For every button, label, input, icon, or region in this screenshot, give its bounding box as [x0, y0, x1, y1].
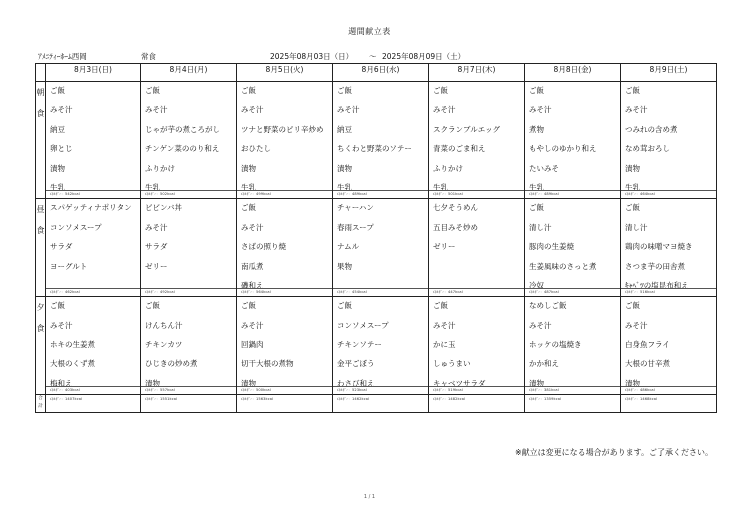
menu-item: ご飯 — [241, 301, 256, 311]
energy-value: ｴﾈﾙｷﾞｰ：403kcal — [50, 388, 80, 393]
meal-label-char: 昼 — [36, 205, 45, 215]
menu-item: 梅和え — [50, 378, 73, 388]
meal-label-char: 食 — [36, 109, 45, 118]
menu-item: 金平ごぼう — [337, 359, 375, 369]
menu-item: 漬物 — [241, 163, 256, 173]
menu-item: 大根の甘辛煮 — [625, 359, 670, 369]
energy-value: ｴﾈﾙｷﾞｰ：487kcal — [529, 290, 559, 295]
menu-cell — [621, 82, 717, 199]
menu-item-list — [46, 199, 140, 296]
menu-cell — [525, 199, 621, 297]
energy-value: ｴﾈﾙｷﾞｰ：502kcal — [145, 192, 175, 197]
menu-item: 牛乳 — [433, 182, 448, 192]
menu-item-list — [141, 199, 236, 296]
menu-item: 牛乳 — [529, 182, 544, 192]
menu-item: 五目みそ炒め — [433, 222, 478, 232]
day-header-row — [36, 64, 717, 82]
facility-name: ｱﾒﾆﾃｨｰﾎｰﾑ西岡 — [38, 52, 87, 61]
day-header: 8月4日(月) — [141, 64, 237, 82]
total-row — [36, 395, 717, 413]
menu-item: 春雨スープ — [337, 222, 374, 232]
energy-value: ｴﾈﾙｷﾞｰ：523kcal — [337, 388, 367, 393]
total-energy-value: ｴﾈﾙｷﾞｰ：1407kcal — [50, 397, 83, 402]
breakfast-label — [36, 82, 46, 199]
menu-cell — [429, 297, 525, 395]
menu-item: 南瓜煮 — [241, 261, 264, 271]
menu-table — [35, 63, 717, 413]
menu-item: 磯和え — [241, 280, 264, 290]
menu-item: みそ汁 — [433, 105, 456, 115]
menu-item: 漬物 — [241, 378, 256, 388]
menu-item: 青菜のごま和え — [433, 144, 486, 154]
menu-item: 果物 — [337, 261, 352, 271]
menu-item: サラダ — [145, 242, 168, 252]
menu-cell — [141, 297, 237, 395]
energy-value: ｴﾈﾙｷﾞｰ：486kcal — [625, 388, 655, 393]
menu-item: もやしのゆかり和え — [529, 144, 597, 154]
menu-item: ご飯 — [625, 86, 640, 95]
menu-cell — [237, 199, 333, 297]
total-cell — [429, 395, 525, 413]
energy-value: ｴﾈﾙｷﾞｰ：381kcal — [529, 388, 559, 393]
menu-item: ご飯 — [50, 86, 65, 95]
menu-item: 漬物 — [625, 378, 640, 388]
menu-item: チンゲン菜ののり和え — [145, 144, 220, 154]
menu-cell — [429, 82, 525, 199]
menu-item: ご飯 — [145, 301, 160, 311]
menu-item: コンソメスープ — [337, 320, 389, 330]
menu-item-list — [46, 297, 140, 394]
menu-item: 牛乳 — [50, 182, 65, 192]
dinner-label — [36, 297, 46, 395]
menu-item: かに玉 — [433, 340, 456, 350]
menu-item: ご飯 — [145, 86, 160, 95]
menu-item: ご飯 — [625, 203, 640, 213]
menu-item: 冷奴 — [529, 280, 544, 290]
energy-value: ｴﾈﾙｷﾞｰ：542kcal — [50, 192, 80, 197]
menu-item-list — [621, 199, 716, 296]
change-notice: ※献立は変更になる場合があります。ご了承ください。 — [514, 448, 713, 457]
menu-item: 納豆 — [50, 124, 65, 134]
meal-type: 常食 — [141, 52, 156, 61]
menu-item: さばの照り焼 — [241, 242, 286, 252]
energy-value: ｴﾈﾙｷﾞｰ：447kcal — [433, 290, 463, 295]
energy-value: ｴﾈﾙｷﾞｰ：492kcal — [145, 290, 175, 295]
menu-cell — [237, 82, 333, 199]
menu-item: 生姜風味のさっと煮 — [529, 261, 597, 271]
total-energy-value: ｴﾈﾙｷﾞｰ：1462kcal — [337, 397, 370, 402]
menu-item-list — [333, 82, 428, 198]
date-range-separator: ～ — [369, 52, 377, 61]
meal-label-char: 食 — [36, 226, 45, 236]
menu-item: 鶏肉の味噌マヨ焼き — [625, 242, 693, 252]
menu-item: ゼリー — [433, 242, 456, 252]
menu-item: 牛乳 — [145, 182, 160, 192]
menu-item: かか和え — [529, 359, 559, 369]
total-energy-value: ｴﾈﾙｷﾞｰ：1468kcal — [625, 397, 658, 402]
total-label — [36, 395, 46, 413]
menu-item-list — [237, 199, 332, 296]
menu-item-list — [429, 297, 524, 394]
menu-item: ひじきの炒め煮 — [145, 359, 198, 369]
menu-item-list — [141, 82, 236, 198]
energy-value: ｴﾈﾙｷﾞｰ：462kcal — [50, 290, 80, 295]
meal-label-char: 夕 — [36, 303, 45, 313]
day-header: 8月6日(水) — [333, 64, 429, 82]
menu-cell — [621, 199, 717, 297]
menu-item-list — [525, 82, 620, 198]
page-number: 1 / 1 — [363, 494, 376, 500]
menu-item: 清し汁 — [625, 222, 648, 232]
menu-item: ちくわと野菜のソテー — [337, 144, 412, 154]
menu-item: みそ汁 — [625, 320, 648, 330]
menu-item: みそ汁 — [625, 105, 648, 115]
meal-label-char: 朝 — [36, 88, 45, 97]
energy-value: ｴﾈﾙｷﾞｰ：489kcal — [337, 192, 367, 197]
lunch-row — [36, 199, 717, 297]
menu-item-list — [525, 199, 620, 296]
menu-item: ご飯 — [337, 86, 352, 95]
menu-item-list — [141, 297, 236, 394]
menu-cell — [525, 297, 621, 395]
menu-item: 煮物 — [529, 124, 544, 134]
menu-item: けんちん汁 — [145, 320, 183, 330]
day-header: 8月5日(火) — [237, 64, 333, 82]
menu-item: 清し汁 — [529, 222, 552, 232]
menu-item-list — [333, 297, 428, 394]
menu-item: みそ汁 — [529, 105, 552, 115]
menu-item: 白身魚フライ — [625, 340, 670, 350]
corner-cell — [36, 64, 46, 82]
total-cell — [237, 395, 333, 413]
total-cell — [621, 395, 717, 413]
menu-item: 漬物 — [50, 163, 65, 173]
total-energy-value: ｴﾈﾙｷﾞｰ：1359kcal — [529, 397, 562, 402]
energy-value: ｴﾈﾙｷﾞｰ：519kcal — [433, 388, 463, 393]
date-range-end: 2025年08月09日（土） — [382, 52, 466, 61]
menu-item: みそ汁 — [145, 222, 168, 232]
menu-item: みそ汁 — [145, 105, 168, 115]
day-header: 8月9日(土) — [621, 64, 717, 82]
menu-item: ｷｬﾍﾞﾂの塩昆布和え — [625, 280, 689, 290]
menu-item-list — [237, 297, 332, 394]
menu-item: ご飯 — [241, 86, 256, 95]
menu-item: 大根のくず煮 — [50, 359, 95, 369]
menu-cell — [525, 82, 621, 199]
menu-item-list — [429, 82, 524, 198]
menu-cell — [621, 297, 717, 395]
menu-item: 切干大根の煮物 — [241, 359, 294, 369]
menu-item: 牛乳 — [241, 182, 256, 192]
menu-item: ゼリー — [145, 261, 168, 271]
menu-item: みそ汁 — [241, 105, 264, 115]
menu-item: ご飯 — [50, 301, 65, 311]
menu-item: ヨーグルト — [50, 261, 88, 271]
menu-item: ご飯 — [433, 86, 448, 95]
menu-item: 豚肉の生姜焼 — [529, 242, 574, 252]
menu-item: 牛乳 — [337, 182, 352, 192]
menu-item: ビビンバ丼 — [145, 203, 182, 213]
menu-item: しゅうまい — [433, 359, 471, 369]
menu-item: スクランブルエッグ — [433, 124, 501, 134]
menu-item: なめ茸おろし — [625, 144, 670, 154]
menu-item: 漬物 — [625, 163, 640, 173]
menu-item: ふりかけ — [145, 163, 175, 173]
menu-item: 漬物 — [337, 163, 352, 173]
day-header: 8月8日(金) — [525, 64, 621, 82]
total-energy-value: ｴﾈﾙｷﾞｰ：1563kcal — [241, 397, 274, 402]
total-energy-value: ｴﾈﾙｷﾞｰ：1551kcal — [145, 397, 178, 402]
menu-item: 七夕そうめん — [433, 203, 478, 213]
menu-item: ナムル — [337, 242, 360, 252]
menu-item-list — [429, 199, 524, 296]
energy-value: ｴﾈﾙｷﾞｰ：489kcal — [529, 192, 559, 197]
menu-item: ご飯 — [433, 301, 448, 311]
total-cell — [141, 395, 237, 413]
day-header: 8月7日(木) — [429, 64, 525, 82]
menu-item: みそ汁 — [529, 320, 552, 330]
total-cell — [525, 395, 621, 413]
total-energy-value: ｴﾈﾙｷﾞｰ：1482kcal — [433, 397, 466, 402]
menu-item: ご飯 — [529, 203, 544, 213]
menu-item: なめしご飯 — [529, 301, 567, 311]
menu-item: ご飯 — [241, 203, 256, 213]
menu-item: 漬物 — [529, 378, 544, 388]
menu-item: 卵とじ — [50, 144, 73, 154]
menu-item-list — [621, 297, 716, 394]
total-cell — [333, 395, 429, 413]
total-cell — [46, 395, 141, 413]
energy-value: ｴﾈﾙｷﾞｰ：564kcal — [241, 290, 271, 295]
menu-item-list — [621, 82, 716, 198]
dinner-row — [36, 297, 717, 395]
menu-item: チャーハン — [337, 203, 374, 213]
day-header: 8月3日(日) — [46, 64, 141, 82]
menu-cell — [46, 297, 141, 395]
menu-item: ホキの生姜煮 — [50, 340, 95, 350]
menu-cell — [333, 199, 429, 297]
menu-cell — [141, 199, 237, 297]
lunch-label — [36, 199, 46, 297]
energy-value: ｴﾈﾙｷﾞｰ：501kcal — [433, 192, 463, 197]
menu-item — [429, 258, 524, 277]
menu-item: ホッケの塩焼き — [529, 340, 582, 350]
menu-item: ご飯 — [529, 86, 544, 95]
menu-item: みそ汁 — [50, 105, 73, 115]
menu-item: じゃが芋の煮ころがし — [145, 124, 220, 134]
menu-item: わさび和え — [337, 378, 375, 388]
menu-item: コンソメスープ — [50, 222, 102, 232]
menu-cell — [46, 82, 141, 199]
energy-value: ｴﾈﾙｷﾞｰ：499kcal — [241, 192, 271, 197]
menu-item: 回鍋肉 — [241, 340, 264, 350]
energy-value: ｴﾈﾙｷﾞｰ：557kcal — [145, 388, 175, 393]
menu-item: みそ汁 — [50, 320, 73, 330]
menu-item: ツナと野菜のピリ辛炒め — [241, 124, 324, 134]
menu-item-list — [333, 199, 428, 296]
menu-item: みそ汁 — [241, 222, 264, 232]
menu-item: チキンカツ — [145, 340, 183, 350]
menu-cell — [46, 199, 141, 297]
menu-item-list — [46, 82, 140, 198]
menu-item: たいみそ — [529, 163, 559, 173]
menu-item: おひたし — [241, 144, 271, 154]
menu-item: ご飯 — [337, 301, 352, 311]
menu-item: スパゲッティナポリタン — [50, 203, 132, 213]
menu-item: つみれの含め煮 — [625, 124, 678, 134]
menu-item: サラダ — [50, 242, 73, 252]
menu-item: 漬物 — [145, 378, 160, 388]
energy-value: ｴﾈﾙｷﾞｰ：464kcal — [625, 192, 655, 197]
energy-value: ｴﾈﾙｷﾞｰ：454kcal — [337, 290, 367, 295]
meal-label-char: 食 — [36, 324, 45, 334]
menu-item: さつま芋の田舎煮 — [625, 261, 685, 271]
menu-cell — [141, 82, 237, 199]
menu-item: ご飯 — [625, 301, 640, 311]
total-label-char: 計 — [38, 404, 43, 410]
page-title: 週間献立表 — [348, 27, 391, 36]
menu-item: キャベツサラダ — [433, 378, 486, 388]
menu-item: ふりかけ — [433, 163, 463, 173]
menu-item: 牛乳 — [625, 182, 640, 192]
menu-item: みそ汁 — [337, 105, 360, 115]
breakfast-row — [36, 82, 717, 199]
energy-value: ｴﾈﾙｷﾞｰ：516kcal — [625, 290, 655, 295]
menu-item-list — [237, 82, 332, 198]
menu-cell — [429, 199, 525, 297]
menu-item: みそ汁 — [433, 320, 456, 330]
menu-item: 納豆 — [337, 124, 352, 134]
menu-cell — [333, 82, 429, 199]
menu-item: チキンソテー — [337, 340, 382, 350]
menu-item: みそ汁 — [241, 320, 264, 330]
energy-value: ｴﾈﾙｷﾞｰ：500kcal — [241, 388, 271, 393]
menu-cell — [237, 297, 333, 395]
total-label-char: 合 — [38, 396, 43, 402]
date-range-start: 2025年08月03日（日） — [270, 52, 354, 61]
menu-cell — [333, 297, 429, 395]
menu-item-list — [525, 297, 620, 394]
